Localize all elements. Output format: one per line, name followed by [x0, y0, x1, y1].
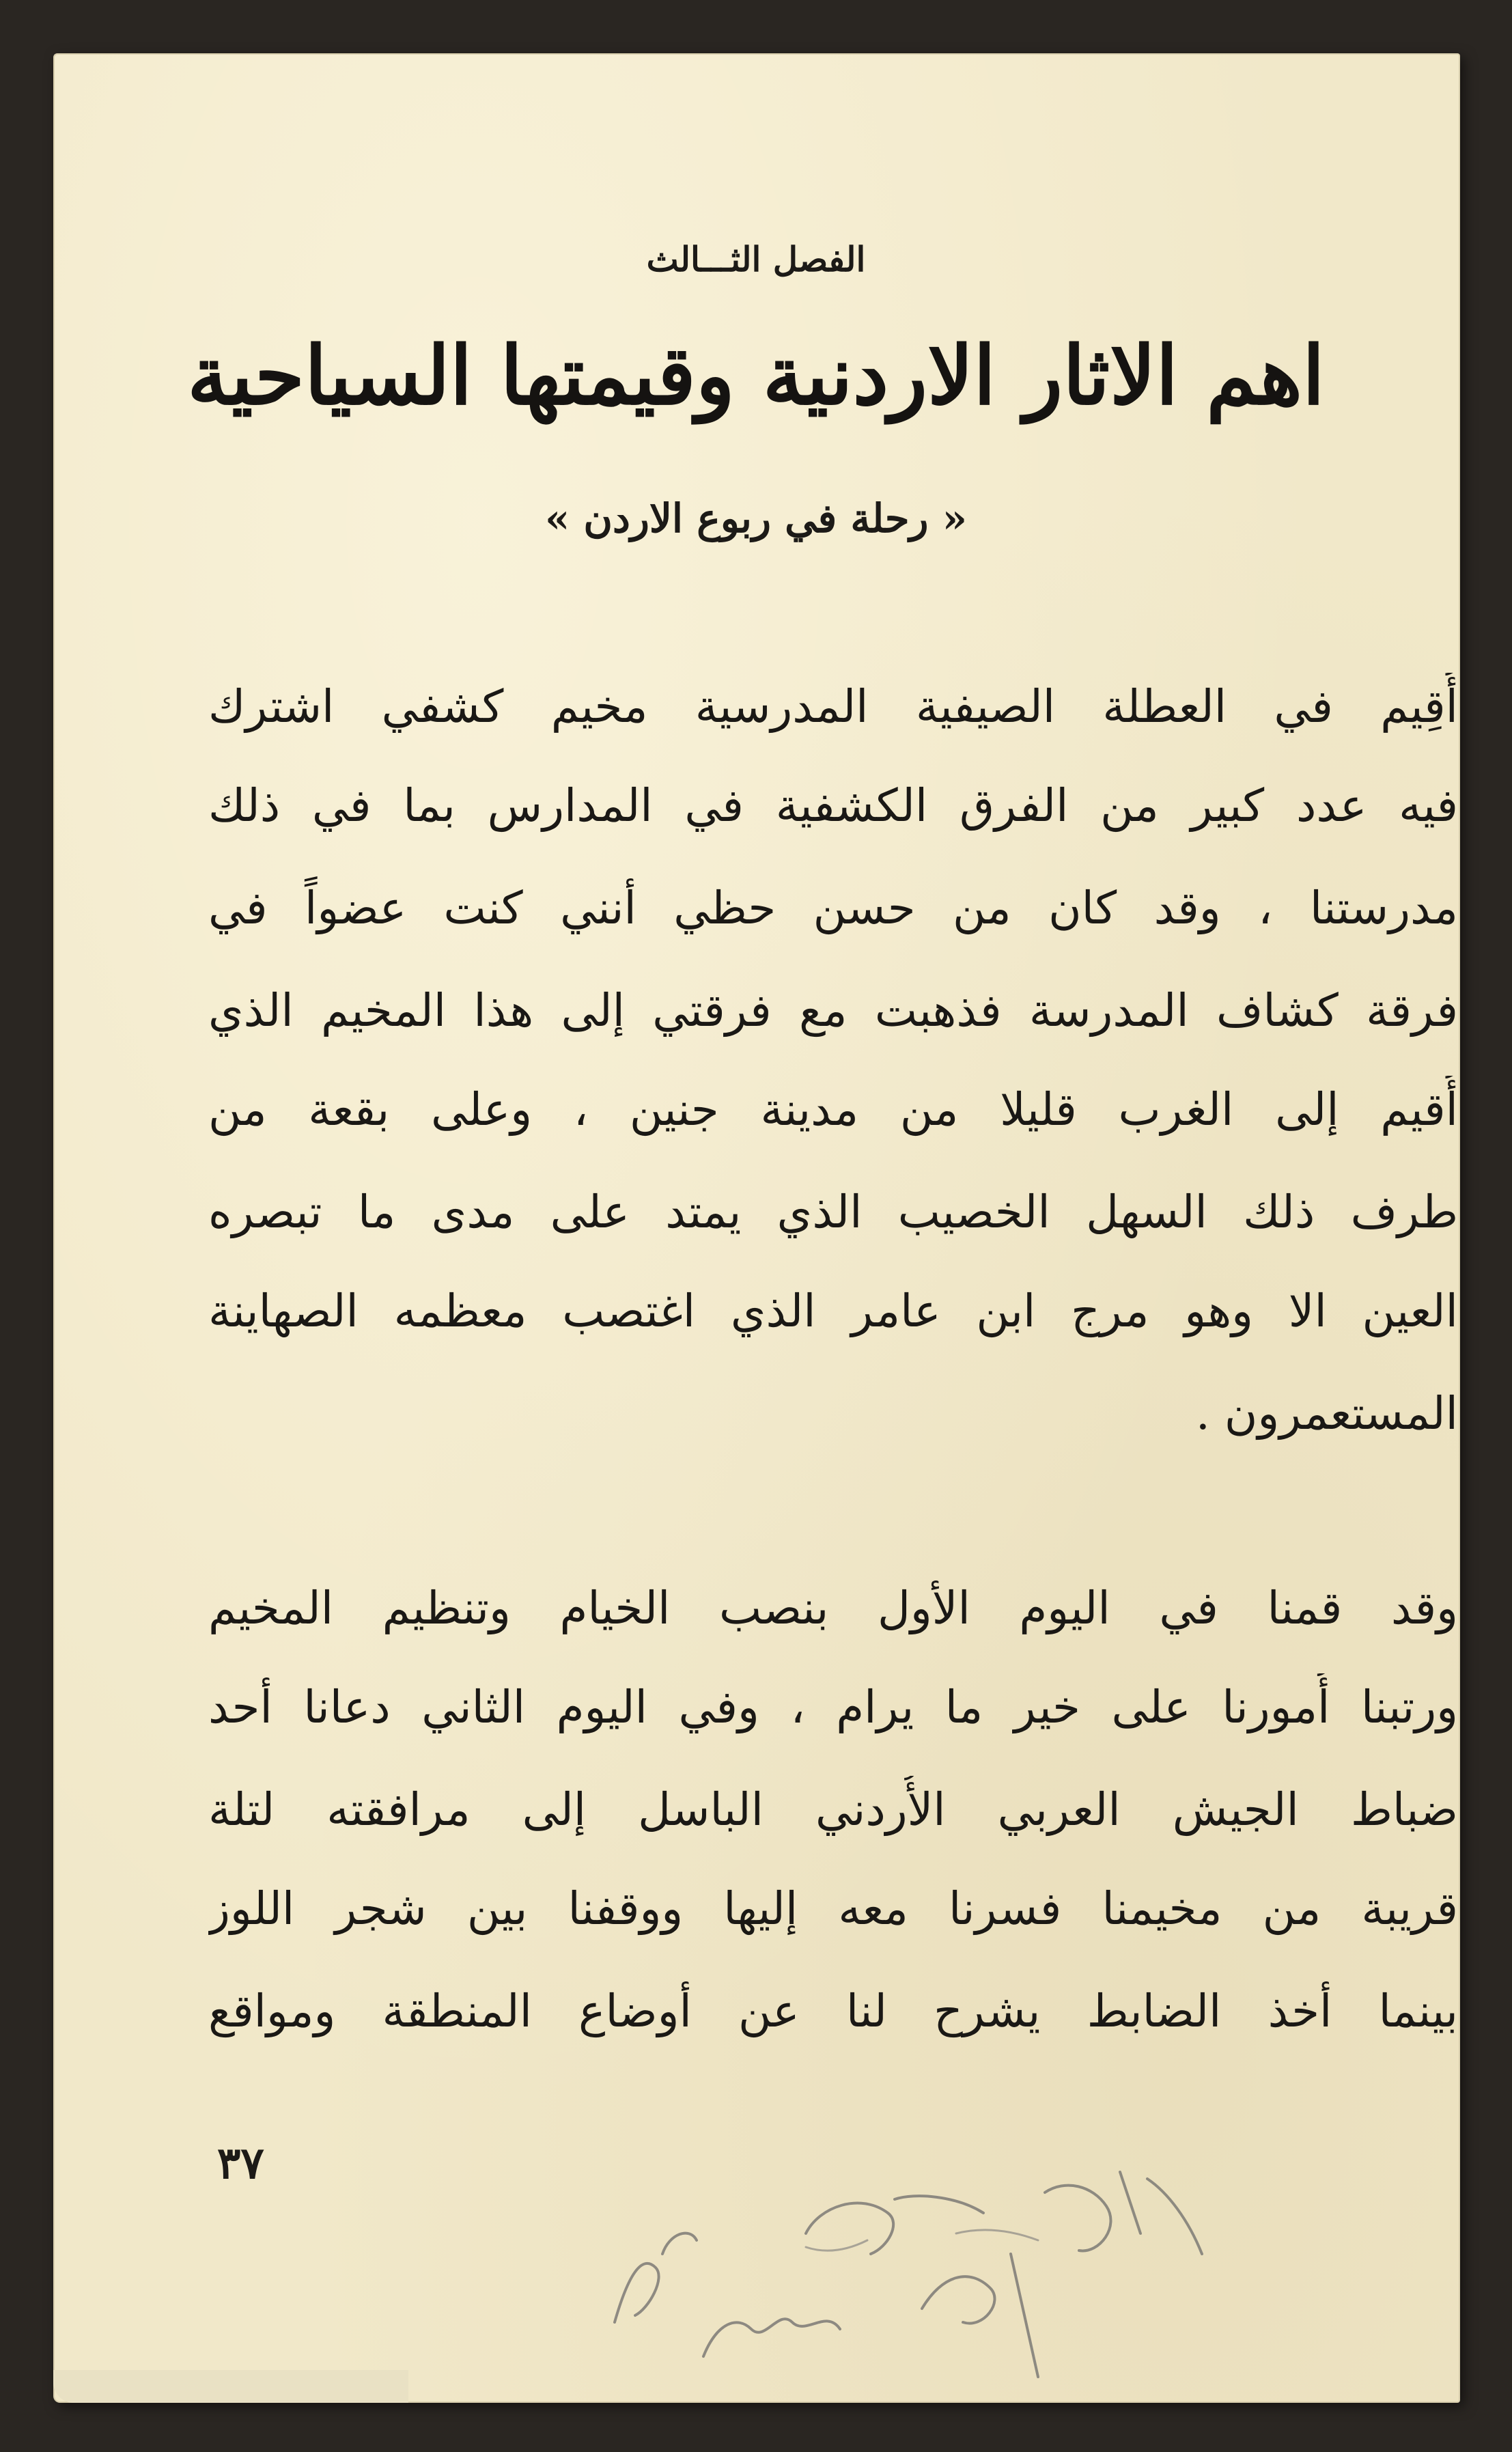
paragraph2-line: وقد قمنا في اليوم الأول بنصب الخيام وتنظيم المخيم — [208, 1582, 1458, 1634]
chapter-label: الفصل الثـــالث — [646, 239, 866, 279]
paragraph2-line: بينما أخذ الضابط يشرح لنا عن أوضاع المنطقة ومواقع — [208, 1985, 1458, 2037]
chapter-subtitle: « رحلة في ربوع الاردن » — [544, 495, 968, 542]
paragraph2-line: ضباط الجيش العربي الأُردني الباسل إلى مرافقته لتلة — [208, 1783, 1458, 1836]
paragraph1-line: العين الا وهو مرج ابن عامر الذي اغتصب معظمه الصهاينة — [208, 1285, 1458, 1337]
page-number: ٣٧ — [217, 2138, 264, 2189]
paragraph1-line: المستعمرون . — [1195, 1387, 1458, 1440]
paragraph2-line: قريبة من مخيمنا فسرنا معه إليها ووقفنا بين شجر اللوز — [208, 1882, 1458, 1935]
paragraph1-line: طرف ذلك السهل الخصيب الذي يمتد على مدى ما تبصره — [208, 1186, 1458, 1238]
paragraph1-line: أُقيم إلى الغرب قليلا من مدينة جنين ، وعلى بقعة من — [208, 1083, 1458, 1136]
paragraph1-line: مدرستنا ، وقد كان من حسن حظي أنني كنت عضواً في — [208, 882, 1458, 934]
handwritten-pencil-note — [601, 2151, 1250, 2397]
page-corner-edge — [53, 2370, 408, 2403]
paragraph1-line: فرقة كشاف المدرسة فذهبت مع فرقتي إلى هذا المخيم الذي — [208, 984, 1458, 1037]
paragraph1-line: أُقِيم في العطلة الصيفية المدرسية مخيم كشفي اشترك — [208, 680, 1458, 733]
paragraph1-line: فيه عدد كبير من الفرق الكشفية في المدارس بما في ذلك — [208, 779, 1458, 832]
paragraph2-line: ورتبنا أُمورنا على خير ما يرام ، وفي اليوم الثاني دعانا أحد — [208, 1681, 1458, 1733]
chapter-title: اهم الاثار الاردنية وقيمتها السياحية — [187, 328, 1325, 423]
